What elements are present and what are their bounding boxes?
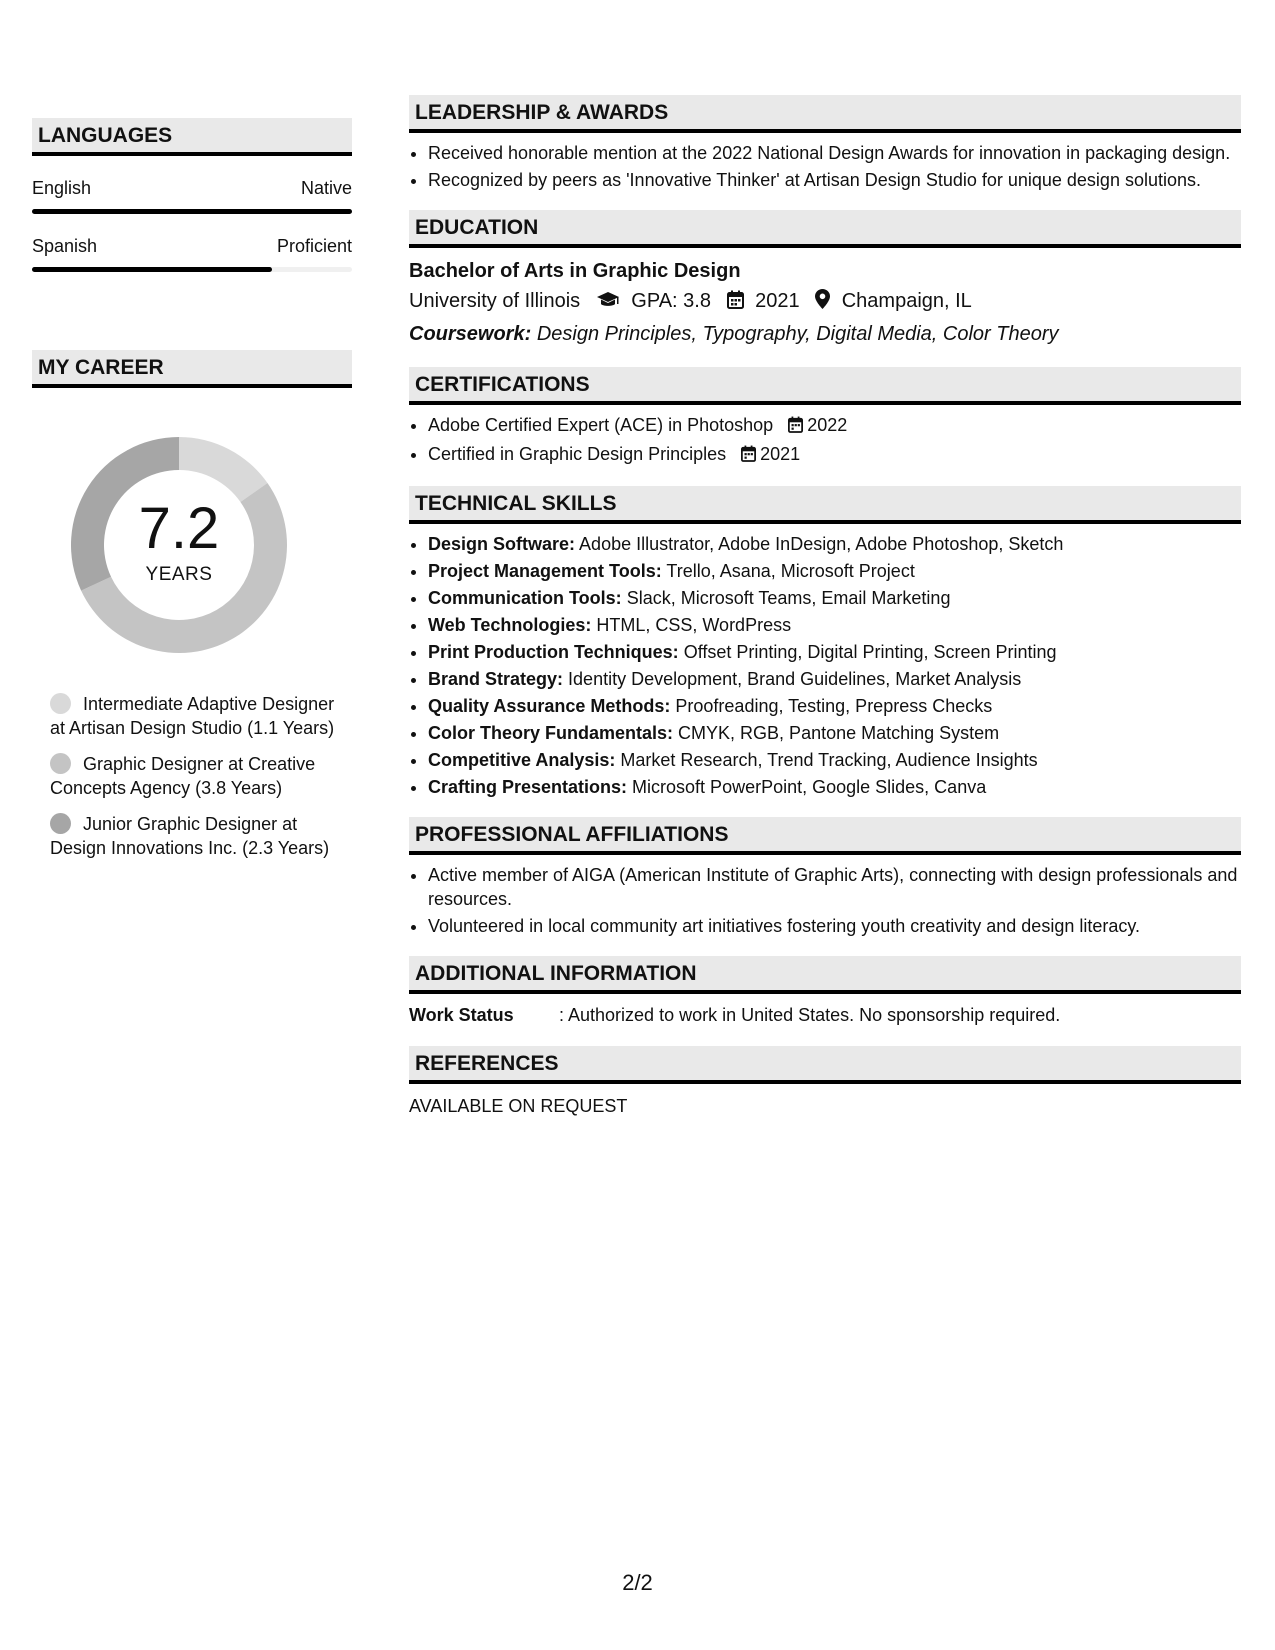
calendar-icon xyxy=(788,415,803,439)
skill-label: Communication Tools: xyxy=(428,588,622,608)
additional-info-heading: ADDITIONAL INFORMATION xyxy=(409,956,1241,994)
language-item xyxy=(32,178,352,214)
skill-value: Identity Development, Brand Guidelines, Market Analysis xyxy=(568,669,1022,689)
skill-label: Crafting Presentations: xyxy=(428,777,628,797)
skill-item xyxy=(428,694,1241,718)
skill-label: Design Software: xyxy=(428,534,576,554)
references-text: AVAILABLE ON REQUEST xyxy=(409,1096,628,1116)
career-donut-chart xyxy=(66,432,292,658)
career-total-years: 7.2 xyxy=(138,496,220,561)
school-location: Champaign, IL xyxy=(841,290,972,312)
skill-value: Adobe Illustrator, Adobe InDesign, Adobe Photoshop, Sketch xyxy=(579,534,1064,554)
graduation-cap-icon xyxy=(596,288,620,319)
work-status-label: Work Status xyxy=(409,1005,514,1025)
legend-dot xyxy=(50,753,71,774)
language-proficiency-fill xyxy=(32,209,352,214)
language-level: Native xyxy=(300,178,352,198)
skill-label: Competitive Analysis: xyxy=(428,750,616,770)
skill-item xyxy=(428,532,1241,556)
career-role-label: Junior Graphic Designer at Design Innovations Inc. (2.3 Years) xyxy=(50,814,330,858)
affiliations-heading: PROFESSIONAL AFFILIATIONS xyxy=(409,817,1241,855)
skill-item xyxy=(428,586,1241,610)
skill-item xyxy=(428,721,1241,745)
career-legend-item xyxy=(50,812,352,860)
legend-dot xyxy=(50,693,71,714)
career-legend-item xyxy=(50,692,352,740)
languages-heading: LANGUAGES xyxy=(32,118,352,156)
language-name: English xyxy=(32,178,92,198)
degree-title: Bachelor of Arts in Graphic Design xyxy=(409,260,741,282)
language-proficiency-fill xyxy=(32,267,272,272)
right-column xyxy=(409,95,1241,1138)
references-heading: REFERENCES xyxy=(409,1046,1241,1084)
career-role-label: Intermediate Adaptive Designer at Artisan Design Studio (1.1 Years) xyxy=(50,694,335,738)
page-number: 2/2 xyxy=(622,1570,653,1595)
certification-year: 2022 xyxy=(807,415,848,435)
language-item xyxy=(32,236,352,272)
list-item: • Recognized by peers as 'Innovative Thinker' at Artisan Design Studio for unique design solutions. xyxy=(428,168,1241,192)
certification-item xyxy=(428,413,1241,439)
skill-value: Microsoft PowerPoint, Google Slides, Canva xyxy=(632,777,987,797)
certifications-heading: CERTIFICATIONS xyxy=(409,367,1241,405)
gpa: GPA: 3.8 xyxy=(631,290,711,312)
skill-value: Proofreading, Testing, Prepress Checks xyxy=(675,696,993,716)
skill-item xyxy=(428,640,1241,664)
skill-value: HTML, CSS, WordPress xyxy=(596,615,792,635)
skill-label: Color Theory Fundamentals: xyxy=(428,723,674,743)
skill-value: Offset Printing, Digital Printing, Screen Printing xyxy=(683,642,1057,662)
school-name: University of Illinois xyxy=(409,290,581,312)
certification-year: 2021 xyxy=(760,444,801,464)
language-proficiency-bar xyxy=(32,209,352,214)
skill-label: Print Production Techniques: xyxy=(428,642,679,662)
skill-item xyxy=(428,559,1241,583)
left-column xyxy=(32,118,352,872)
coursework-list: Design Principles, Typography, Digital Media, Color Theory xyxy=(536,323,1059,345)
list-item: • Active member of AIGA (American Institute of Graphic Arts), connecting with design professionals and resources. xyxy=(428,863,1241,911)
additional-info-section xyxy=(409,956,1241,1028)
skill-item xyxy=(428,775,1241,799)
skills-heading: TECHNICAL SKILLS xyxy=(409,486,1241,524)
leadership-heading: LEADERSHIP & AWARDS xyxy=(409,95,1241,133)
skill-item xyxy=(428,613,1241,637)
skills-section xyxy=(409,486,1241,799)
education-details xyxy=(409,286,1241,319)
skill-value: Trello, Asana, Microsoft Project xyxy=(666,561,915,581)
skill-label: Quality Assurance Methods: xyxy=(428,696,671,716)
skill-label: Project Management Tools: xyxy=(428,561,662,581)
skill-item xyxy=(428,748,1241,772)
certifications-section xyxy=(409,367,1241,468)
certification-name: Certified in Graphic Design Principles xyxy=(428,444,727,464)
career-heading: MY CAREER xyxy=(32,350,352,388)
skill-label: Web Technologies: xyxy=(428,615,592,635)
skill-value: Slack, Microsoft Teams, Email Marketing xyxy=(626,588,951,608)
career-legend-item xyxy=(50,752,352,800)
affiliations-section xyxy=(409,817,1241,938)
location-pin-icon xyxy=(815,288,830,319)
references-section xyxy=(409,1046,1241,1120)
language-level: Proficient xyxy=(276,236,352,256)
language-name: Spanish xyxy=(32,236,98,256)
career-legend xyxy=(32,692,352,860)
graduation-year: 2021 xyxy=(755,290,800,312)
career-role-label: Graphic Designer at Creative Concepts Agency (3.8 Years) xyxy=(50,754,316,798)
skill-label: Brand Strategy: xyxy=(428,669,564,689)
list-item: • Received honorable mention at the 2022 National Design Awards for innovation in packaging design. xyxy=(428,141,1241,165)
career-years-unit: YEARS xyxy=(145,564,213,585)
skill-item xyxy=(428,667,1241,691)
certification-item xyxy=(428,442,1241,468)
leadership-section xyxy=(409,95,1241,192)
calendar-icon xyxy=(741,444,756,468)
skill-value: CMYK, RGB, Pantone Matching System xyxy=(678,723,1000,743)
language-proficiency-bar xyxy=(32,267,352,272)
skill-value: Market Research, Trend Tracking, Audience Insights xyxy=(620,750,1038,770)
coursework xyxy=(409,319,1241,349)
calendar-icon xyxy=(727,288,744,319)
work-status-value: : Authorized to work in United States. No sponsorship required. xyxy=(559,1005,1061,1025)
coursework-label: Coursework: xyxy=(409,323,532,345)
education-heading: EDUCATION xyxy=(409,210,1241,248)
certification-name: Adobe Certified Expert (ACE) in Photoshop xyxy=(428,415,774,435)
list-item: • Volunteered in local community art initiatives fostering youth creativity and design literacy. xyxy=(428,914,1241,938)
education-section xyxy=(409,210,1241,349)
legend-dot xyxy=(50,813,71,834)
